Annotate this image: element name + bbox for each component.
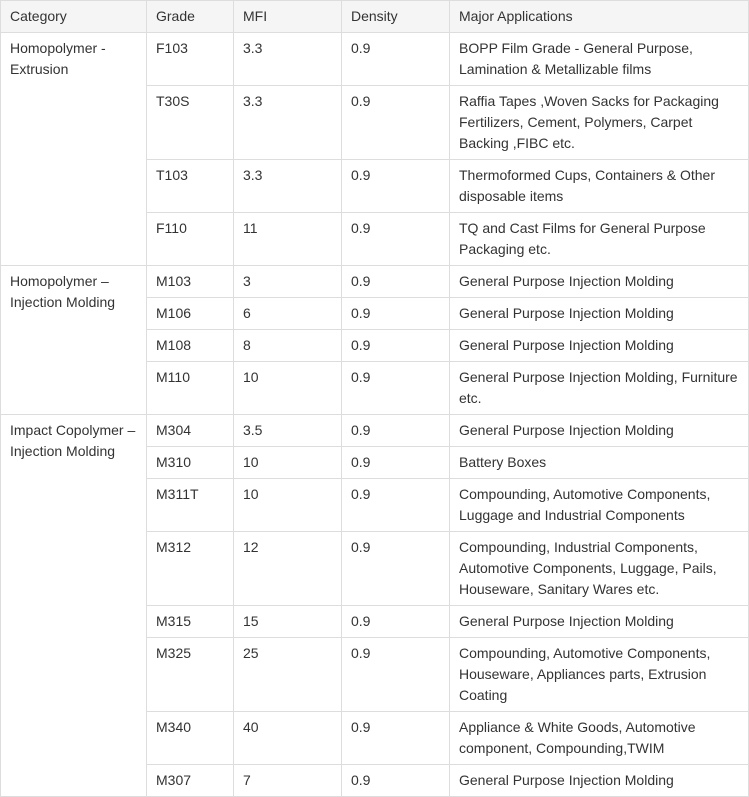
mfi-cell: 6 xyxy=(234,298,342,330)
density-cell: 0.9 xyxy=(342,415,450,447)
table-row xyxy=(1,415,749,447)
grade-cell: M106 xyxy=(147,298,234,330)
grade-cell: M108 xyxy=(147,330,234,362)
category-cell: Homopolymer – Injection Molding xyxy=(1,266,147,415)
grade-cell: M325 xyxy=(147,638,234,712)
mfi-cell: 10 xyxy=(234,447,342,479)
density-cell: 0.9 xyxy=(342,33,450,86)
applications-cell: Appliance & White Goods, Automotive component, Compounding,TWIM xyxy=(450,712,749,765)
header-category: Category xyxy=(1,1,147,33)
category-cell: Homopolymer - Extrusion xyxy=(1,33,147,266)
applications-cell: TQ and Cast Films for General Purpose Packaging etc. xyxy=(450,213,749,266)
mfi-cell: 8 xyxy=(234,330,342,362)
density-cell: 0.9 xyxy=(342,606,450,638)
mfi-cell: 15 xyxy=(234,606,342,638)
table-row xyxy=(1,33,749,86)
density-cell: 0.9 xyxy=(342,479,450,532)
density-cell: 0.9 xyxy=(342,298,450,330)
density-cell: 0.9 xyxy=(342,712,450,765)
density-cell: 0.9 xyxy=(342,330,450,362)
mfi-cell: 10 xyxy=(234,362,342,415)
grade-cell: F110 xyxy=(147,213,234,266)
density-cell: 0.9 xyxy=(342,638,450,712)
grade-cell: M312 xyxy=(147,532,234,606)
applications-cell: General Purpose Injection Molding xyxy=(450,298,749,330)
grade-cell: F103 xyxy=(147,33,234,86)
applications-cell: Compounding, Automotive Components, Luggage and Industrial Components xyxy=(450,479,749,532)
density-cell: 0.9 xyxy=(342,86,450,160)
applications-cell: Thermoformed Cups, Containers & Other disposable items xyxy=(450,160,749,213)
mfi-cell: 12 xyxy=(234,532,342,606)
header-mfi: MFI xyxy=(234,1,342,33)
grade-cell: M310 xyxy=(147,447,234,479)
header-density: Density xyxy=(342,1,450,33)
mfi-cell: 3.5 xyxy=(234,415,342,447)
header-grade: Grade xyxy=(147,1,234,33)
mfi-cell: 3.3 xyxy=(234,33,342,86)
density-cell: 0.9 xyxy=(342,213,450,266)
applications-cell: Compounding, Industrial Components, Automotive Components, Luggage, Pails, Houseware, Sanitary Wares etc. xyxy=(450,532,749,606)
header-row xyxy=(1,1,749,33)
grade-cell: T103 xyxy=(147,160,234,213)
category-cell: Impact Copolymer – Injection Molding xyxy=(1,415,147,797)
density-cell: 0.9 xyxy=(342,160,450,213)
applications-cell: Battery Boxes xyxy=(450,447,749,479)
table-body xyxy=(1,33,749,797)
grade-cell: M307 xyxy=(147,765,234,797)
applications-cell: General Purpose Injection Molding xyxy=(450,415,749,447)
applications-cell: General Purpose Injection Molding xyxy=(450,266,749,298)
density-cell: 0.9 xyxy=(342,266,450,298)
grade-cell: T30S xyxy=(147,86,234,160)
grade-cell: M304 xyxy=(147,415,234,447)
grade-cell: M110 xyxy=(147,362,234,415)
mfi-cell: 3.3 xyxy=(234,86,342,160)
density-cell: 0.9 xyxy=(342,362,450,415)
applications-cell: General Purpose Injection Molding xyxy=(450,606,749,638)
density-cell: 0.9 xyxy=(342,532,450,606)
header-major-applications: Major Applications xyxy=(450,1,749,33)
applications-cell: Compounding, Automotive Components, Houseware, Appliances parts, Extrusion Coating xyxy=(450,638,749,712)
mfi-cell: 40 xyxy=(234,712,342,765)
grade-cell: M103 xyxy=(147,266,234,298)
mfi-cell: 3 xyxy=(234,266,342,298)
grade-cell: M315 xyxy=(147,606,234,638)
mfi-cell: 25 xyxy=(234,638,342,712)
grade-cell: M340 xyxy=(147,712,234,765)
grade-cell: M311T xyxy=(147,479,234,532)
applications-cell: General Purpose Injection Molding, Furniture etc. xyxy=(450,362,749,415)
mfi-cell: 11 xyxy=(234,213,342,266)
table-row xyxy=(1,266,749,298)
applications-cell: BOPP Film Grade - General Purpose, Lamination & Metallizable films xyxy=(450,33,749,86)
mfi-cell: 7 xyxy=(234,765,342,797)
applications-cell: Raffia Tapes ,Woven Sacks for Packaging Fertilizers, Cement, Polymers, Carpet Backing ,FIBC etc. xyxy=(450,86,749,160)
mfi-cell: 3.3 xyxy=(234,160,342,213)
applications-cell: General Purpose Injection Molding xyxy=(450,330,749,362)
mfi-cell: 10 xyxy=(234,479,342,532)
table-header xyxy=(1,1,749,33)
applications-cell: General Purpose Injection Molding xyxy=(450,765,749,797)
density-cell: 0.9 xyxy=(342,765,450,797)
density-cell: 0.9 xyxy=(342,447,450,479)
